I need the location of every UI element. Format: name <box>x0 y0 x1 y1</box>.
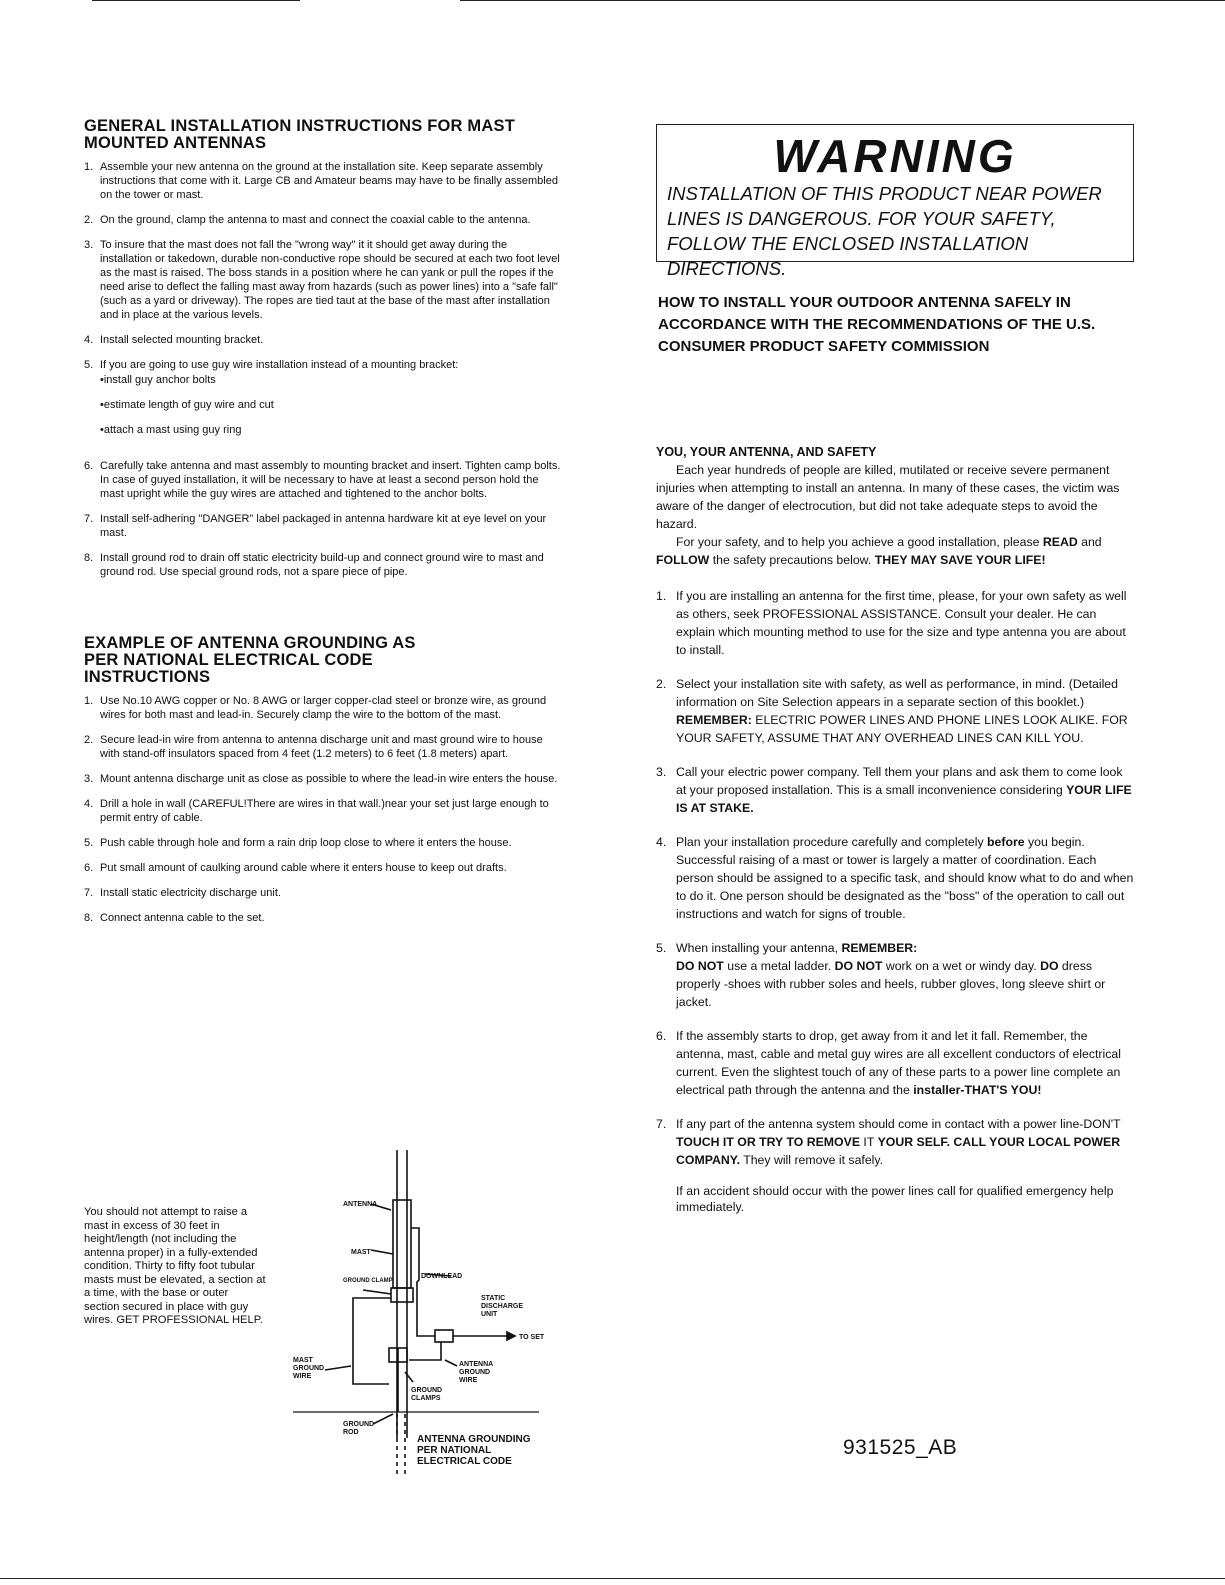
grounding-step-4 <box>84 797 562 825</box>
install-step-text: Assemble your new antenna on the ground at the installation site. Keep separate assembly instructions that come with it. Large CB and Amateur beams may have to be finally assembled on the tower or mast. <box>100 161 558 201</box>
guy-wire-substeps <box>100 373 562 437</box>
document-number: 931525_AB <box>843 1436 958 1459</box>
grounding-step-text: Mount antenna discharge unit as close as possible to where the lead-in wire enters the house. <box>100 773 558 785</box>
install-step-text: Install selected mounting bracket. <box>100 334 264 346</box>
grounding-step-6 <box>84 861 562 875</box>
safety-para-2: For your safety, and to help you achieve a good installation, please READ and FOLLOW the safety precautions below. THEY MAY SAVE YOUR LIFE! <box>656 535 1102 567</box>
warning-text: INSTALLATION OF THIS PRODUCT NEAR POWER LINES IS DANGEROUS. FOR YOUR SAFETY, FOLLOW THE ENCLOSED INSTALLATION DIRECTIONS. <box>667 183 1102 279</box>
install-step-number: 1. <box>84 161 94 173</box>
downlead-wire <box>411 1228 435 1336</box>
grounding-step-text: Use No.10 AWG copper or No. 8 AWG or larger copper-clad steel or bronze wire, as ground wires for both mast and lead-in. Securely clamp the wire to the bottom of the mast. <box>100 695 547 721</box>
install-step-7 <box>84 512 562 540</box>
install-step-text: To insure that the mast does not fall the "wrong way" it it should get away during the installation or takedown, durable non-conductive rope should be secured at each two foot level as the mast is raised. The boss stands in a position where he can yank or pull the ropes if the need arise to deflect the falling mast away from hazards (such as power lines) into a "safe fall" (such as a yard or driveway). The ropes are tied taut at the base of the mast after installation and in place at the various levels. <box>100 239 560 321</box>
safety-step-4: 4. Plan your installation procedure carefully and completely before you begin. Successful raising of a mast or tower is largely a matter of coordination. Each person should be assigned to a specific task, and should know what to do and when to do it. One person should be designated as the "boss" of the operation to call out instructions and watch for signs of trouble. <box>656 835 1134 921</box>
left-column <box>84 118 562 936</box>
install-step-number: 4. <box>84 334 94 346</box>
install-step-number: 5. <box>84 359 94 371</box>
safety-para-1: Each year hundreds of people are killed, mutilated or receive severe permanent injuries when attempting to install an antenna. In many of these cases, the victim was aware of the danger of electrocution, but did not take adequate steps to avoid the hazard. <box>656 463 1120 531</box>
safety-step-6: 6. If the assembly starts to drop, get away from it and let it fall. Remember, the antenna, mast, cable and metal guy wires are all excellent conductors of electrical current. Even the slightest touch of any of these parts to a power line complete an electrical path through the antenna and the installer-THAT'S YOU! <box>656 1029 1121 1097</box>
caption-2: PER NATIONAL <box>417 1445 492 1456</box>
grounding-step-3 <box>84 772 562 786</box>
grounding-step-number: 1. <box>84 695 94 707</box>
install-step-text: If you are going to use guy wire installation instead of a mounting bracket: <box>100 359 459 371</box>
install-step-text: Install self-adhering "DANGER" label packaged in antenna hardware kit at eye level on your mast. <box>100 513 547 539</box>
safety-step-2: 2. Select your installation site with safety, as well as performance, in mind. (Detailed information on Site Selection appears in a separate section of this booklet.) REMEMBER: ELECTRIC POWER LINES AND PHONE LINES LOOK ALIKE. FOR YOUR SAFETY, ASSUME THAT ANY OVERHEAD LINES CAN KILL YOU. <box>656 677 1128 745</box>
warning-box <box>656 124 1134 279</box>
grounding-step-text: Put small amount of caulking around cable where it enters house to keep out drafts. <box>100 862 507 874</box>
label-ground-rod-2: ROD <box>343 1429 359 1436</box>
safety-step-1: 1. If you are installing an antenna for the first time, please, for your own safety as well as others, seek PROFESSIONAL ASSISTANCE. Consult your dealer. He can explain which mounting method to use for the size and type antenna you are about to install. <box>656 589 1127 657</box>
grounding-step-number: 6. <box>84 862 94 874</box>
grounding-step-5 <box>84 836 562 850</box>
install-steps <box>84 160 562 579</box>
label-mast: MAST <box>351 1249 371 1256</box>
safety-steps <box>656 587 1136 1169</box>
grounding-step-number: 5. <box>84 837 94 849</box>
grounding-step-text: Drill a hole in wall (CAREFUL!There are wires in that wall.)near your set just large enough to permit entry of cable. <box>100 798 549 824</box>
install-step-5 <box>84 358 562 448</box>
guy-wire-substep: • install guy anchor bolts <box>100 373 562 387</box>
bottom-rule <box>0 1578 1225 1579</box>
label-ground-rod-1: GROUND <box>343 1421 375 1428</box>
grounding-step-8 <box>84 911 562 925</box>
install-title: GENERAL INSTALLATION INSTRUCTIONS FOR MAST MOUNTED ANTENNAS <box>84 117 515 152</box>
grounding-step-number: 4. <box>84 798 94 810</box>
safety-step-7: 7. If any part of the antenna system should come in contact with a power line-DON'T TOUCH IT OR TRY TO REMOVE IT YOUR SELF. CALL YOUR LOCAL POWER COMPANY. They will remove it safely. <box>656 1117 1121 1167</box>
accident-note: If an accident should occur with the power lines call for qualified emergency help immediately. <box>676 1184 1114 1214</box>
label-ground-clamp-1: GROUND CLAMP <box>343 1278 393 1284</box>
howto-heading: HOW TO INSTALL YOUR OUTDOOR ANTENNA SAFELY IN ACCORDANCE WITH THE RECOMMENDATIONS OF THE U.S. CONSUMER PRODUCT SAFETY COMMISSION <box>658 294 1096 355</box>
install-step-number: 8. <box>84 552 94 564</box>
safety-step-3: 3. Call your electric power company. Tell them your plans and ask them to come look at your proposed installation. This is a small inconvenience considering YOUR LIFE IS AT STAKE. <box>656 765 1132 815</box>
safety-step-5: 5. When installing your antenna, REMEMBER: DO NOT use a metal ladder. DO NOT work on a wet or windy day. DO dress properly -shoes with rubber soles and heels, rubber gloves, long sleeve shirt or jacket. <box>656 941 1106 1009</box>
label-static-3: UNIT <box>481 1311 498 1318</box>
top-rule-left <box>92 0 300 1</box>
install-step-2 <box>84 213 562 227</box>
label-ground-clamps-1: GROUND <box>411 1387 443 1394</box>
grounding-step-number: 8. <box>84 912 94 924</box>
mast-section <box>393 1200 411 1288</box>
grounding-step-number: 3. <box>84 773 94 785</box>
guy-wire-substep: • attach a mast using guy ring <box>100 423 562 437</box>
label-antenna-ground-3: WIRE <box>459 1377 478 1384</box>
guy-wire-substep: • estimate length of guy wire and cut <box>100 398 562 412</box>
grounding-step-2 <box>84 733 562 761</box>
antenna-ground-wire <box>409 1342 441 1360</box>
label-mast-ground-3: WIRE <box>293 1373 312 1380</box>
label-mast-ground-1: MAST <box>293 1357 313 1364</box>
label-downlead: DOWNLEAD <box>421 1273 463 1280</box>
install-step-text: Carefully take antenna and mast assembly to mounting bracket and insert. Tighten camp bolts. In case of guyed installation, it will be necessary to have at least a second person hold the mast upright while the guy wires are attached and tightened to the anchor bolts. <box>100 460 561 500</box>
install-step-6 <box>84 459 562 501</box>
install-step-4 <box>84 333 562 347</box>
label-antenna: ANTENNA <box>343 1201 378 1208</box>
label-static-2: DISCHARGE <box>481 1303 524 1310</box>
install-step-8 <box>84 551 562 579</box>
install-step-3 <box>84 238 562 322</box>
label-ground-clamps-2: CLAMPS <box>411 1395 441 1402</box>
grounding-step-7 <box>84 886 562 900</box>
grounding-title: EXAMPLE OF ANTENNA GROUNDING AS PER NATIONAL ELECTRICAL CODE INSTRUCTIONS <box>84 634 416 686</box>
label-antenna-ground-2: GROUND <box>459 1369 491 1376</box>
install-step-text: Install ground rod to drain off static electricity build-up and connect ground wire to mast and ground rod. Use special ground rods, not a spare piece of pipe. <box>100 552 544 578</box>
install-step-1 <box>84 160 562 202</box>
grounding-step-number: 7. <box>84 887 94 899</box>
grounding-step-text: Connect antenna cable to the set. <box>100 912 265 924</box>
safety-section <box>656 443 1136 1215</box>
professional-help-note: You should not attempt to raise a mast in excess of 30 feet in height/length (not including the antenna proper) in a fully-extended condition. Thirty to fifty foot tubular masts must be elevated, a section at a time, with the base or outer section secured in place with guy wires. GET PROFESSIONAL HELP. <box>84 1206 266 1326</box>
grounding-diagram <box>285 1148 575 1488</box>
to-set-arrow <box>507 1332 515 1340</box>
top-rule-right <box>460 0 1225 1</box>
install-step-number: 2. <box>84 214 94 226</box>
ground-clamp <box>391 1288 413 1302</box>
grounding-steps <box>84 694 562 925</box>
grounding-step-text: Secure lead-in wire from antenna to antenna discharge unit and mast ground wire to house with stand-off insulators spaced from 4 feet (1.2 meters) to 6 feet (1.8 meters) apart. <box>100 734 543 760</box>
install-step-number: 3. <box>84 239 94 251</box>
warning-title: WARNING <box>773 130 1017 182</box>
discharge-unit <box>435 1330 453 1342</box>
label-antenna-ground-1: ANTENNA <box>459 1361 494 1368</box>
grounding-step-text: Install static electricity discharge unit. <box>100 887 281 899</box>
mast-ground-wire <box>353 1298 391 1384</box>
label-to-set: TO SET <box>519 1334 545 1341</box>
install-step-text: On the ground, clamp the antenna to mast and connect the coaxial cable to the antenna. <box>100 214 531 226</box>
install-step-number: 7. <box>84 513 94 525</box>
grounding-step-text: Push cable through hole and form a rain drip loop close to where it enters the house. <box>100 837 512 849</box>
label-mast-ground-2: GROUND <box>293 1365 325 1372</box>
install-step-number: 6. <box>84 460 94 472</box>
grounding-step-1 <box>84 694 562 722</box>
label-static-1: STATIC <box>481 1295 506 1302</box>
safety-heading: YOU, YOUR ANTENNA, AND SAFETY <box>656 445 877 459</box>
caption-3: ELECTRICAL CODE <box>417 1456 512 1467</box>
caption-1: ANTENNA GROUNDING <box>417 1434 531 1445</box>
grounding-step-number: 2. <box>84 734 94 746</box>
